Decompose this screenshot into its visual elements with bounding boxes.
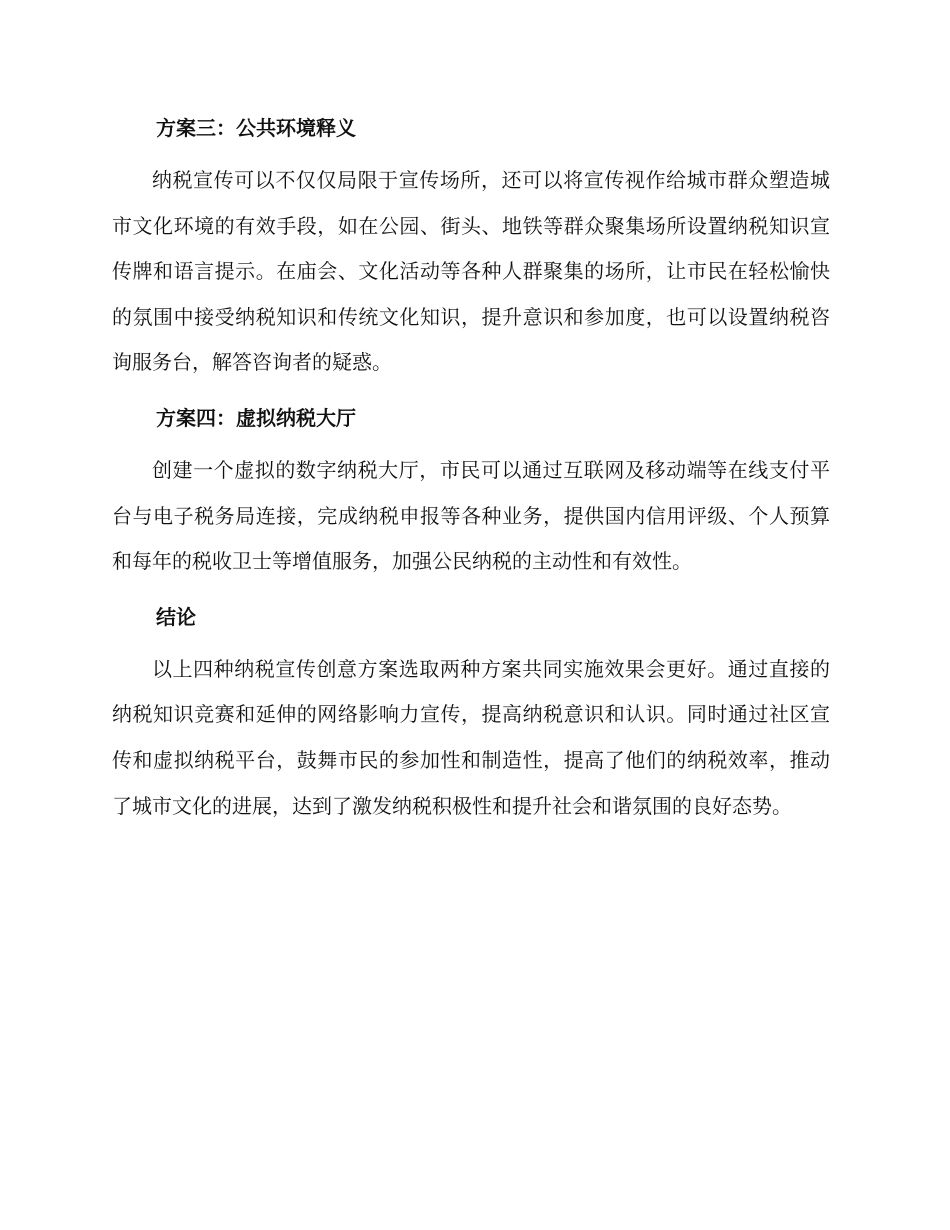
section-3-paragraph: 纳税宣传可以不仅仅局限于宣传场所，还可以将宣传视作给城市群众塑造城市文化环境的有效手段，如在公园、街头、地铁等群众聚集场所设置纳税知识宣传牌和语言提示。在庙会、文化活动等各种人群聚集的场所，让市民在轻松愉快的氛围中接受纳税知识和传统文化知识，提升意识和参加度，也可以设置纳税咨询服务台，解答咨询者的疑惑。	[112, 168, 830, 375]
section-3-heading: 方案三：公共环境释义	[156, 116, 356, 140]
section-4-heading: 方案四：虚拟纳税大厅	[156, 405, 356, 430]
document-body	[112, 110, 830, 829]
section-4-paragraph: 创建一个虚拟的数字纳税大厅，市民可以通过互联网及移动端等在线支付平台与电子税务局连接，完成纳税申报等各种业务，提供国内信用评级、个人预算和每年的税收卫士等增值服务，加强公民纳税的主动性和有效性。	[112, 457, 830, 574]
conclusion-heading: 结论	[156, 604, 196, 629]
conclusion-paragraph: 以上四种纳税宣传创意方案选取两种方案共同实施效果会更好。通过直接的纳税知识竞赛和延伸的网络影响力宣传，提高纳税意识和认识。同时通过社区宣传和虚拟纳税平台，鼓舞市民的参加性和制造性，提高了他们的纳税效率，推动了城市文化的进展，达到了激发纳税积极性和提升社会和谐氛围的良好态势。	[112, 656, 830, 818]
